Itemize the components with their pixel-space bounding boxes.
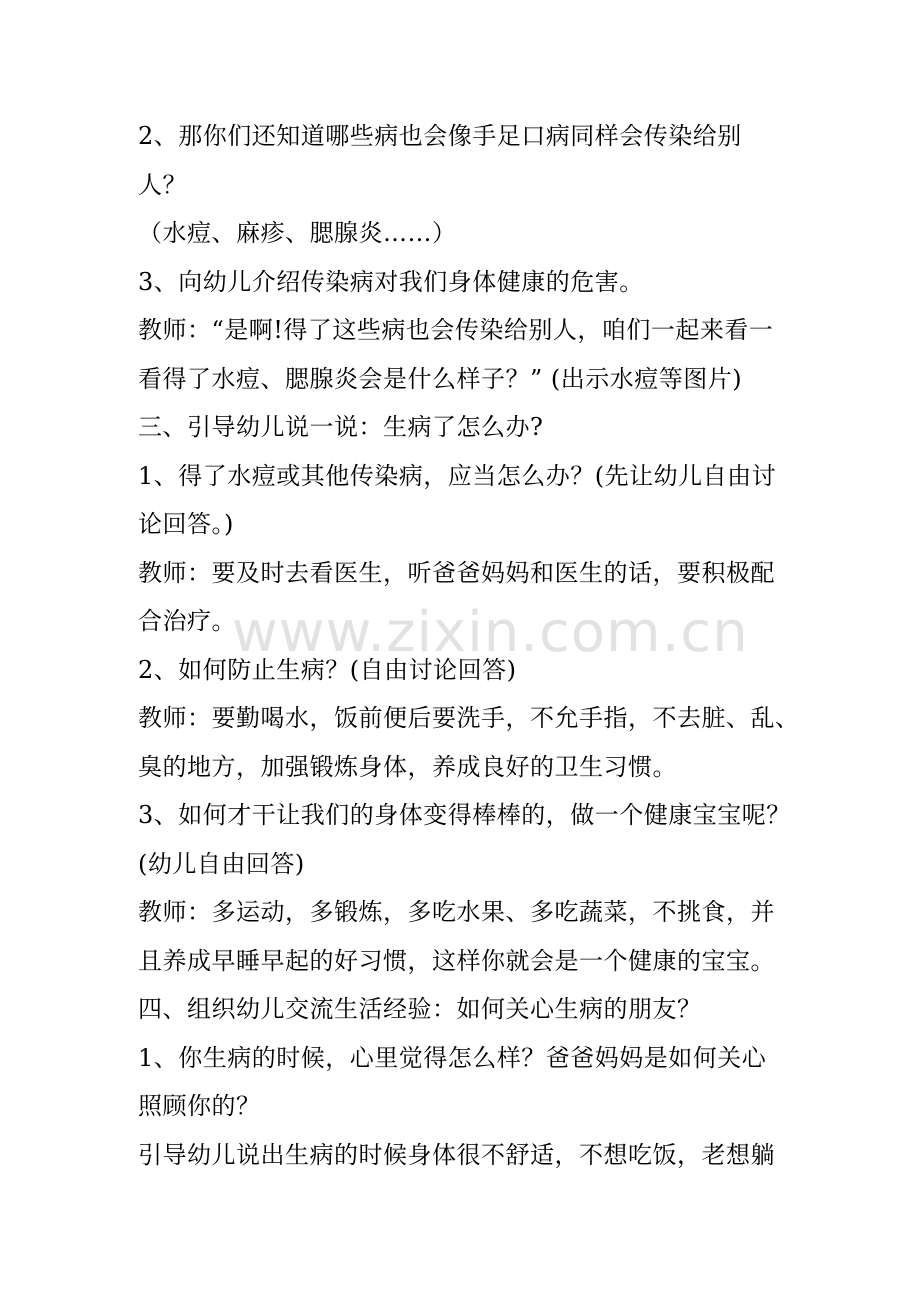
- text-line: 看得了水痘、腮腺炎会是什么样子？” (出示水痘等图片): [138, 364, 743, 393]
- text-line: 教师：多运动，多锻炼，多吃水果、多吃蔬菜，不挑食，并: [138, 898, 775, 926]
- text-line: 1、你生病的时候，心里觉得怎么样？爸爸妈妈是如何关心: [138, 1043, 767, 1072]
- text-line: 教师：“是啊!得了这些病也会传染给别人，咱们一起来看一: [138, 316, 774, 344]
- document-body: [138, 112, 800, 1179]
- watermark: www.zixin.com.cn: [232, 600, 749, 665]
- text-line: 照顾你的？: [138, 1092, 261, 1120]
- text-line: 臭的地方，加强锻炼身体，养成良好的卫生习惯。: [138, 752, 677, 781]
- text-line: 2、那你们还知道哪些病也会像手足口病同样会传染给别: [138, 122, 742, 150]
- text-line: 3、如何才干让我们的身体变得棒棒的，做一个健康宝宝呢？: [138, 801, 791, 829]
- section-heading: 四、组织幼儿交流生活经验：如何关心生病的朋友？: [138, 995, 702, 1023]
- text-line: (幼儿自由回答): [138, 849, 305, 878]
- text-line: 合治疗。: [138, 607, 236, 635]
- text-line: 人？: [138, 170, 187, 199]
- text-line: 教师：要及时去看医生，听爸爸妈妈和医生的话，要积极配: [138, 558, 775, 587]
- text-line: 引导幼儿说出生病的时候身体很不舒适，不想吃饭，老想躺: [138, 1140, 775, 1169]
- text-line: 且养成早睡早起的好习惯，这样你就会是一个健康的宝宝。: [138, 946, 775, 975]
- text-line: 3、向幼儿介绍传染病对我们身体健康的危害。: [138, 267, 644, 296]
- text-line: 论回答。): [138, 510, 234, 538]
- section-heading: 三、引导幼儿说一说：生病了怎么办?: [138, 413, 544, 441]
- text-line: 1、得了水痘或其他传染病，应当怎么办？(先让幼儿自由讨: [138, 461, 777, 490]
- text-line: 教师：要勤喝水，饭前便后要洗手，不允手指，不去脏、乱、: [138, 704, 800, 732]
- text-line: （水痘、麻疹、腮腺炎……）: [138, 219, 457, 247]
- text-line: 2、如何防止生病？(自由讨论回答): [138, 655, 517, 684]
